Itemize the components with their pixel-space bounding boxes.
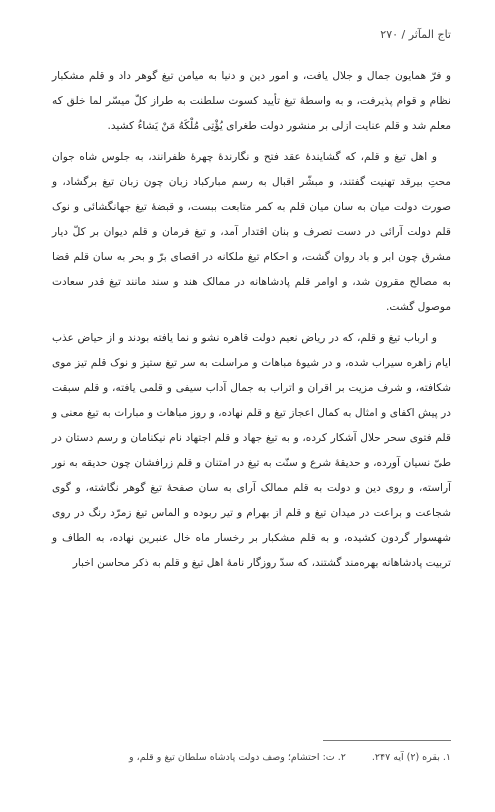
page-header — [52, 22, 451, 46]
body-text — [52, 64, 451, 576]
paragraph-3: و ارباب تیغ و قلم، که در ریاض نعیم دولت قاهره نشو و نما یافته بودند و از حیاض عذب ایام زاهره سیراب شده، و در شیوهٔ مباهات و مراسلت به سر تیغ ستیز و نوک قلم تیز موی شکافته، و شرف مزیت بر اقران و اتراب به جمال آداب سیفی و قلمی یافته، و قلم سبقت در پیش اکفای و امثال به کمال اعجاز تیغ و قلم نهاده، و روز مباهات و مبارات به تیغ معنی و قلم فتوی سحر حلال آشکار کرده، و به تیغ جهاد و قلم اجتهاد نام نیکنامان و رسم دستان در طیّ نسیان آورده، و حدیقهٔ شرع و سنّت به تیغ در امتنان و قلم زرافشان چون حدیقه به نور آراسته، و روی دین و دولت به قلم ممالک آرای به سان صفحهٔ تیغ گوهر نگاشته، و گوی شجاعت و براعت در میدان تیغ و قلم از بهرام و تیر ربوده و الماس تیغ زمرّد رنگ در روی شهسوار گردون کشیده، و به قلم مشکبار بر رخسار ماه خال عنبرین نهاده، به الطاف و تربیت پادشاهانه بهره‌مند گشتند، که سدّ روزگار نامهٔ اهل تیغ و قلم به ذکر محاسن اخبار — [52, 332, 451, 569]
footnote-2: ۲. ت: احتشام؛ وصف دولت پادشاه سلطان تیغ و قلم، و — [129, 752, 346, 763]
paragraph-1: و فرّ همایون جمال و جلال یافت، و امور دین و دنیا به میامن تیغ گوهر داد و قلم مشکبار نظام و قوام پذیرفت، و به واسطهٔ تیغ تأیید کسوت سلطنت به طراز کلّ میسّر لما خلق که معلم شد و قلم عنایت ازلی بر منشور دولت طغرای یُؤْتِی مُلْکَهُ مَنْ یَشاءُ کشید. — [52, 70, 451, 132]
footnotes — [52, 752, 451, 763]
paragraph-2: و اهل تیغ و قلم، که گشایندهٔ عقد فتح و نگارندهٔ چهرهٔ ظفرانند، به جلوس شاه جوان محتِ بیرقد تهنیت گفتند، و مبشّر اقبال به رسم مبارکباد زبان چون زبان تیغ برگشاد، و صورت دولت میان به سان میان قلم به کمر متابعت ببست، و قبضهٔ تیغ جهانگشائی و نوک قلم دولت آرائی در دست تصرف و بنان اقتدار آمد، و تیغ فرمان و قلم دیوان بر کلّ دیار مشرق چون ابر و باد روان گشت، و احکام تیغ ملکانه در اقصای برّ و بحر به سان قلم قضا به مصالح مقرون شد، و اوامر قلم پادشاهانه در ممالک هند و سند مانند تیغ قدر سعادت موصول گشت. — [52, 151, 451, 313]
footnote-1: ۱. بقره (۲) آیه ۲۴۷. — [371, 752, 451, 763]
footnote-divider — [323, 740, 451, 741]
running-title: تاج المآثر / ۲۷۰ — [380, 27, 451, 41]
